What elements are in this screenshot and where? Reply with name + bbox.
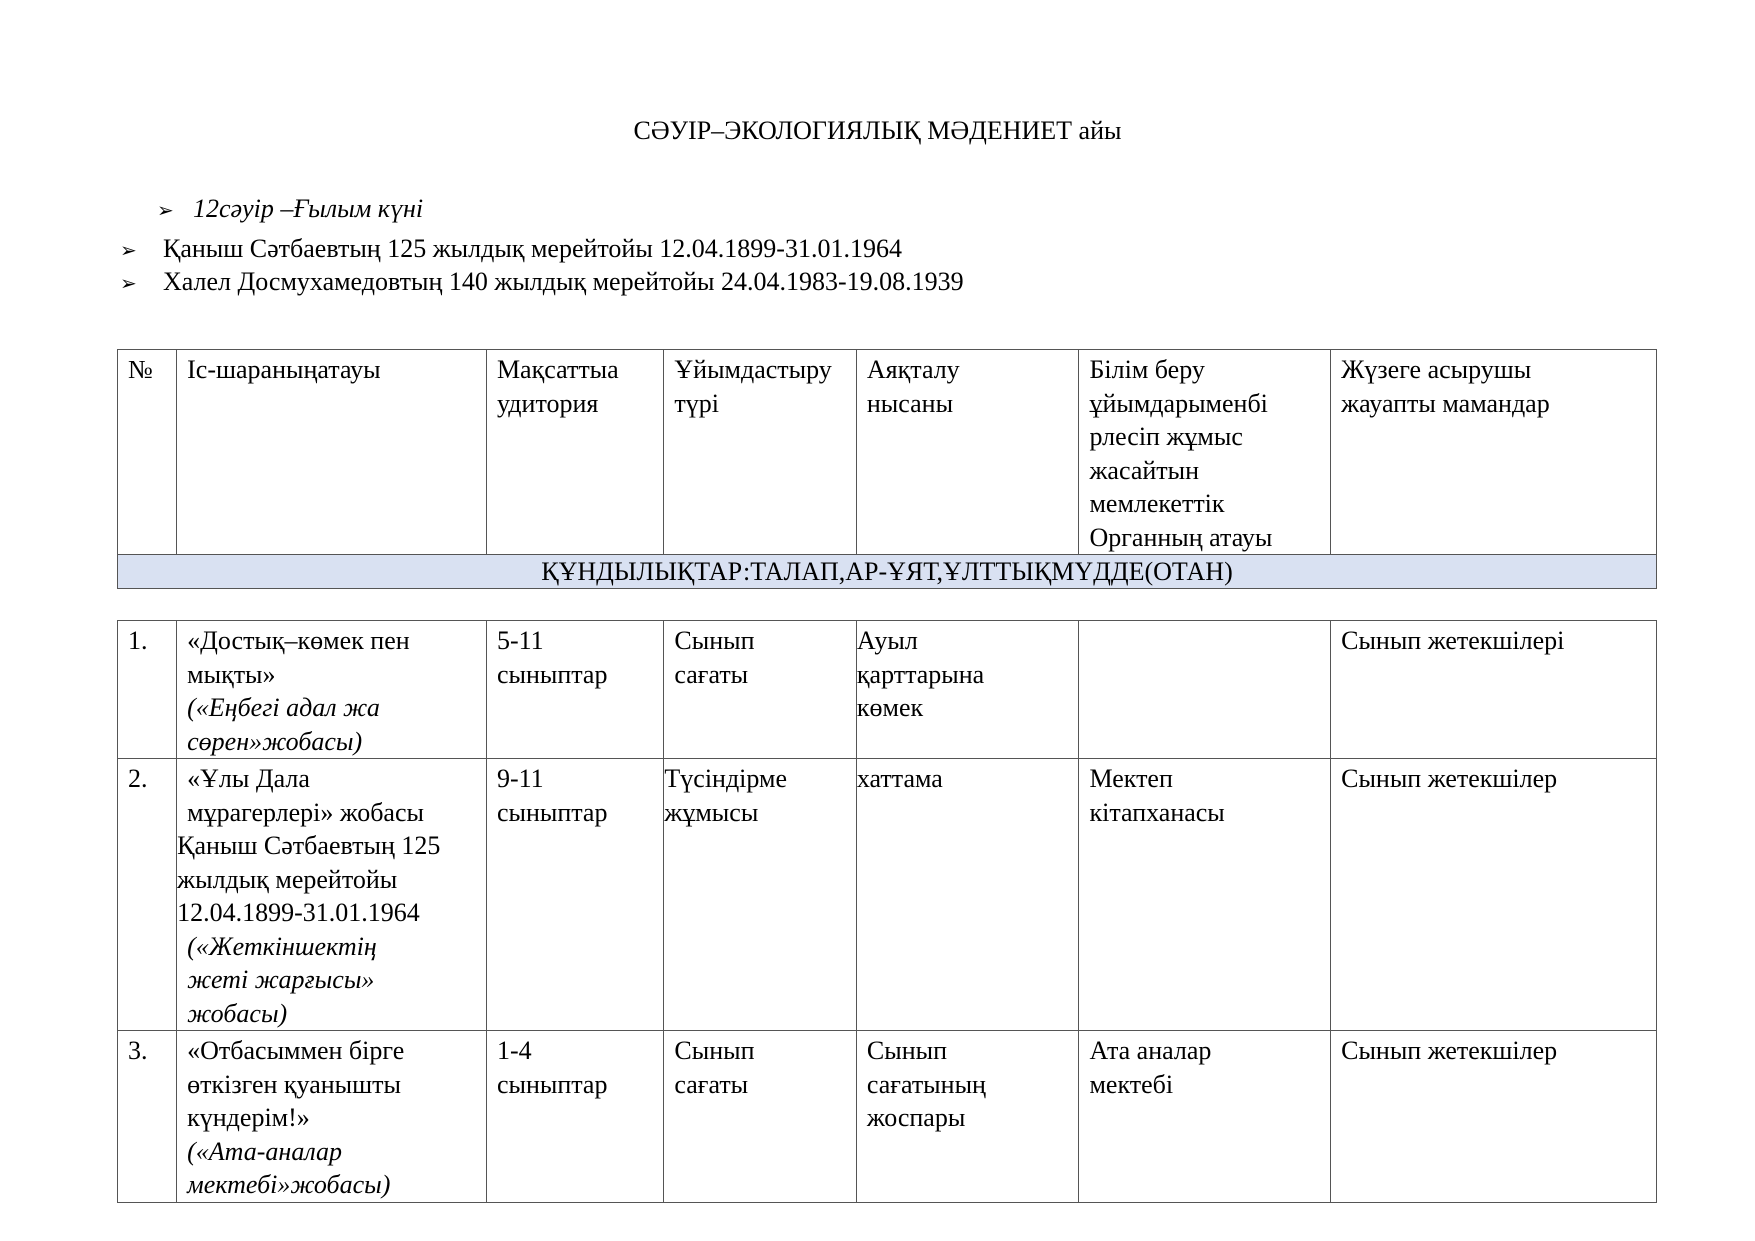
header-text: Аяқталу xyxy=(866,355,960,384)
cell-line: қарттарына xyxy=(856,659,985,689)
values-row xyxy=(118,555,1657,589)
row-title xyxy=(177,1031,487,1203)
row-audience xyxy=(486,1031,663,1203)
cell-line: сағатының xyxy=(866,1069,986,1099)
project-line: («Еңбегі адал жа xyxy=(187,693,380,722)
cell-line: Түсіндірме xyxy=(664,764,788,793)
row-partner xyxy=(1079,1031,1331,1203)
extra-line: жылдық мерейтойы xyxy=(177,864,398,894)
header-text: Органның атауы xyxy=(1089,522,1273,552)
cell-line: Ата аналар xyxy=(1089,1036,1212,1065)
row-partner xyxy=(1079,759,1331,1031)
project-line: («Жеткіншектің xyxy=(187,931,377,961)
title-line: мықты» xyxy=(187,659,276,689)
row-form xyxy=(664,759,857,1031)
arrow-bullet-icon: ➢ xyxy=(120,273,137,295)
header-result xyxy=(856,350,1079,555)
header-text: Білім беру xyxy=(1089,355,1205,384)
header-text: түрі xyxy=(674,388,719,418)
header-number xyxy=(118,350,177,555)
arrow-bullet-icon: ➢ xyxy=(120,240,137,262)
cell-line: көмек xyxy=(856,693,924,722)
cell-line: жұмысы xyxy=(664,797,759,827)
title-line: мұрагерлері» жобасы xyxy=(187,797,424,827)
cell-line: сыныптар xyxy=(496,659,608,689)
row-partner xyxy=(1079,621,1331,759)
cell-line: Сынып xyxy=(674,1036,755,1065)
project-line: жобасы) xyxy=(187,998,288,1028)
arrow-bullet-icon: ➢ xyxy=(157,200,174,222)
header-event-name xyxy=(177,350,487,555)
cell-line: сыныптар xyxy=(496,1069,608,1099)
row-result xyxy=(856,621,1079,759)
row-responsible xyxy=(1331,1031,1657,1203)
row-title xyxy=(177,759,487,1031)
title-line: «Отбасыммен бірге xyxy=(187,1036,405,1065)
cell-line: сағаты xyxy=(674,1069,749,1099)
extra-line: Қаныш Сәтбаевтың 125 xyxy=(177,831,441,860)
cell-line: жоспары xyxy=(866,1103,966,1132)
title-line: өткізген қуанышты xyxy=(187,1069,401,1099)
table-row xyxy=(118,621,1657,759)
row-responsible xyxy=(1331,621,1657,759)
header-text: мемлекеттік xyxy=(1089,489,1225,518)
cell-line: 1-4 xyxy=(496,1036,532,1065)
header-text: № xyxy=(128,355,153,384)
header-text: Іс-шараныңатауы xyxy=(187,355,381,384)
cell-line: хаттама xyxy=(856,764,943,793)
bullet-text: 12сәуір –Ғылым күні xyxy=(193,194,424,223)
page-title: СӘУІР–ЭКОЛОГИЯЛЫҚ МӘДЕНИЕТ айы xyxy=(633,116,1122,145)
header-text: рлесіп жұмыс xyxy=(1089,422,1243,451)
project-line: жеті жарғысы» xyxy=(187,965,375,994)
header-partner xyxy=(1079,350,1331,555)
cell-line: сағаты xyxy=(674,659,749,689)
cell-line: Сынып xyxy=(674,626,755,655)
title-line: күндерім!» xyxy=(187,1103,310,1132)
header-text: нысаны xyxy=(866,388,954,418)
row-audience xyxy=(486,759,663,1031)
header-table xyxy=(117,349,1657,589)
row-result xyxy=(856,759,1079,1031)
cell-line: Сынып xyxy=(866,1036,947,1065)
header-audience xyxy=(486,350,663,555)
row-form xyxy=(664,1031,857,1203)
header-responsible xyxy=(1331,350,1657,555)
bullet-text: Халел Досмухамедовтың 140 жылдық мерейтойы 24.04.1983-19.08.1939 xyxy=(163,267,964,296)
header-text: жауапты мамандар xyxy=(1341,388,1550,418)
row-number: 1. xyxy=(118,621,177,759)
cell-line: мектебі xyxy=(1089,1069,1174,1099)
header-text: жасайтын xyxy=(1089,455,1200,485)
extra-line: 12.04.1899-31.01.1964 xyxy=(177,898,420,927)
values-row-text: ҚҰНДЫЛЫҚТАР:ТАЛАП,АР-ҰЯТ,ҰЛТТЫҚМҮДДЕ(ОТАН) xyxy=(118,555,1657,589)
events-table xyxy=(117,620,1657,1203)
row-number: 2. xyxy=(118,759,177,1031)
header-text: Мақсаттыа xyxy=(496,355,619,384)
project-line: сөрен»жобасы) xyxy=(187,726,363,756)
cell-line: Мектеп xyxy=(1089,764,1173,793)
cell-line: 9-11 xyxy=(496,764,544,793)
header-text: ұйымдарыменбі xyxy=(1089,388,1268,418)
header-form xyxy=(664,350,857,555)
cell-line: сыныптар xyxy=(496,797,608,827)
bullet-text: Қаныш Сәтбаевтың 125 жылдық мерейтойы 12.04.1899-31.01.1964 xyxy=(163,234,902,263)
header-text: Жүзеге асырушы xyxy=(1341,355,1532,384)
project-line: мектебі»жобасы) xyxy=(187,1170,391,1199)
header-text: Ұйымдастыру xyxy=(674,355,832,384)
row-audience xyxy=(486,621,663,759)
cell-line: Сынып жетекшілер xyxy=(1341,764,1558,793)
row-responsible xyxy=(1331,759,1657,1031)
cell-line: 5-11 xyxy=(496,626,544,655)
row-number: 3. xyxy=(118,1031,177,1203)
title-line: «Достық–көмек пен xyxy=(187,626,410,655)
header-row xyxy=(118,350,1657,555)
cell-line: Сынып жетекшілері xyxy=(1341,626,1565,655)
project-line: («Ата-аналар xyxy=(187,1136,342,1166)
table-row xyxy=(118,1031,1657,1203)
row-title xyxy=(177,621,487,759)
title-line: «Ұлы Дала xyxy=(187,764,310,793)
cell-line: кітапханасы xyxy=(1089,797,1225,827)
row-form xyxy=(664,621,857,759)
table-row xyxy=(118,759,1657,1031)
row-result xyxy=(856,1031,1079,1203)
header-text: удитория xyxy=(496,388,599,418)
cell-line: Ауыл xyxy=(856,626,918,655)
cell-line: Сынып жетекшілер xyxy=(1341,1036,1558,1065)
